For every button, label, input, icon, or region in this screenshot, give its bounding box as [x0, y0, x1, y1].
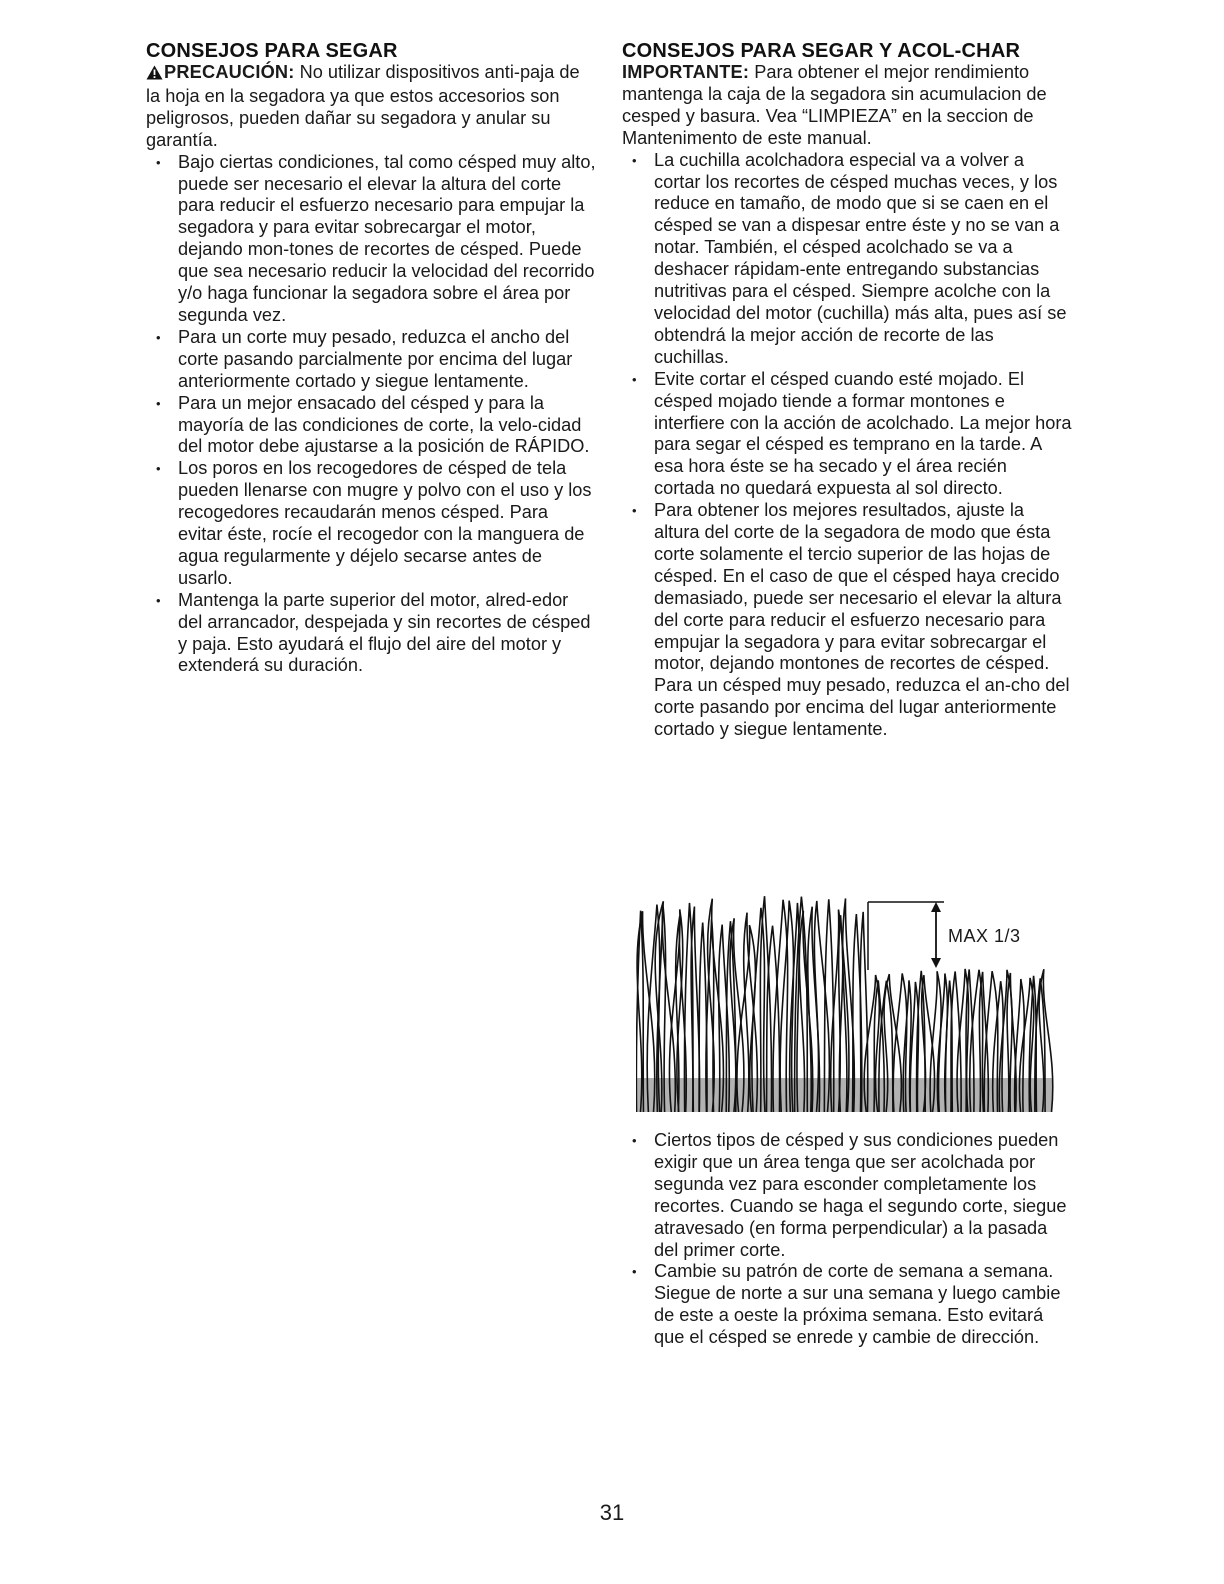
important-text: Para obtener el mejor rendimiento mantenga la caja de la segadora sin acumulacion de cesped y basura. Vea “LIMPIEZA” en la seccion de Mantenimento de este manual. — [622, 62, 1047, 148]
list-item: • Cambie su patrón de corte de semana a semana. Siegue de norte a sur una semana y luego cambie de este a oeste la próxima semana. Esto evitará que el césped se enrede y cambie de dirección. — [622, 1261, 1072, 1349]
list-item: • La cuchilla acolchadora especial va a volver a cortar los recortes de césped muchas veces, y los reduce en tamaño, de modo que si se caen en el césped se van a dispesar entre éste y no se van a notar. También, el césped acolchado se va a deshacer rápidam-ente entregando substancias nutritivas para el césped. Siempre acolche con la velocidad del motor (cuchilla) más alta, pues así se obtendrá la mejor acción de recorte de las cuchillas. — [622, 150, 1072, 369]
left-column — [146, 40, 596, 677]
important-label: IMPORTANTE: — [622, 62, 750, 82]
page-number: 31 — [599, 1500, 625, 1525]
left-heading: CONSEJOS PARA SEGAR — [146, 40, 398, 62]
caution-text: No utilizar dispositivos anti-paja de la hoja en la segadora ya que estos accesorios son peligrosos, pueden dañar su segadora y anular su garantía. — [146, 62, 580, 150]
max-one-third-label: MAX 1/3 — [948, 926, 1021, 946]
caution-paragraph — [146, 62, 596, 152]
list-item: • Bajo ciertas condiciones, tal como césped muy alto, puede ser necesario el elevar la altura del corte para reducir el esfuerzo necesario para empujar la segadora y para evitar sobrecargar el motor, dejando mon-tones de recortes de césped. Puede que sea necesario reducir la velocidad del recorrido y/o haga funcionar la segadora sobre el área por segunda vez. — [146, 152, 596, 327]
list-item: • Ciertos tipos de césped y sus condiciones pueden exigir que un área tenga que ser acolchada por segunda vez para esconder completamente los recortes. Cuando se haga el segundo corte, siegue atravesado (en forma perpendicular) a la pasada del primer corte. — [622, 1130, 1072, 1261]
grass-cutting-illustration — [636, 888, 1056, 1112]
right-heading: CONSEJOS PARA SEGAR Y ACOL-CHAR — [622, 40, 1021, 62]
right-bullet-list-after — [622, 1130, 1072, 1349]
list-item: • Evite cortar el césped cuando esté mojado. El césped mojado tiende a formar montones e interfiere con la acción de acolchado. La mejor hora para segar el césped es temprano en la tarde. A esa hora éste se ha secado y el área recién cortada no quedará expuesta al sol directo. — [622, 369, 1072, 500]
list-item: • Para un corte muy pesado, reduzca el ancho del corte pasando parcialmente por encima del lugar anteriormente cortado y siegue lentamente. — [146, 327, 596, 393]
list-item: • Para obtener los mejores resultados, ajuste la altura del corte de la segadora de modo que ésta corte solamente el tercio superior de las hojas de césped. En el caso de que el césped haya crecido demasiado, puede ser necesario el elevar la altura del corte para reducir el esfuerzo necesario para empujar la segadora y para evitar sobrecargar el motor, dejando montones de recortes de césped. Para un césped muy pesado, reduzca el an-cho del corte pasando por encima del lugar anteriormente cortado y siegue lentamente. — [622, 500, 1072, 741]
right-bullet-list — [622, 150, 1072, 741]
warning-icon — [146, 64, 163, 86]
list-item: • Los poros en los recogedores de césped de tela pueden llenarse con mugre y polvo con el uso y los recogedores recaudarán menos césped. Para evitar éste, rocíe el recogedor con la manguera de agua regularmente y déjelo secarse antes de usarlo. — [146, 458, 596, 589]
right-column — [622, 40, 1072, 741]
important-paragraph — [622, 62, 1072, 150]
arrow-up-icon — [931, 902, 941, 912]
right-column-continued — [622, 1130, 1072, 1349]
left-bullet-list — [146, 152, 596, 678]
arrow-down-icon — [931, 958, 941, 968]
list-item: • Mantenga la parte superior del motor, alred-edor del arrancador, despejada y sin recortes de césped y paja. Esto ayudará el flujo del aire del motor y extenderá su duración. — [146, 590, 596, 678]
caution-label: PRECAUCIÓN: — [164, 62, 295, 82]
list-item: • Para un mejor ensacado del césped y para la mayoría de las condiciones de corte, la velo-cidad del motor debe ajustarse a la posición de RÁPIDO. — [146, 393, 596, 459]
